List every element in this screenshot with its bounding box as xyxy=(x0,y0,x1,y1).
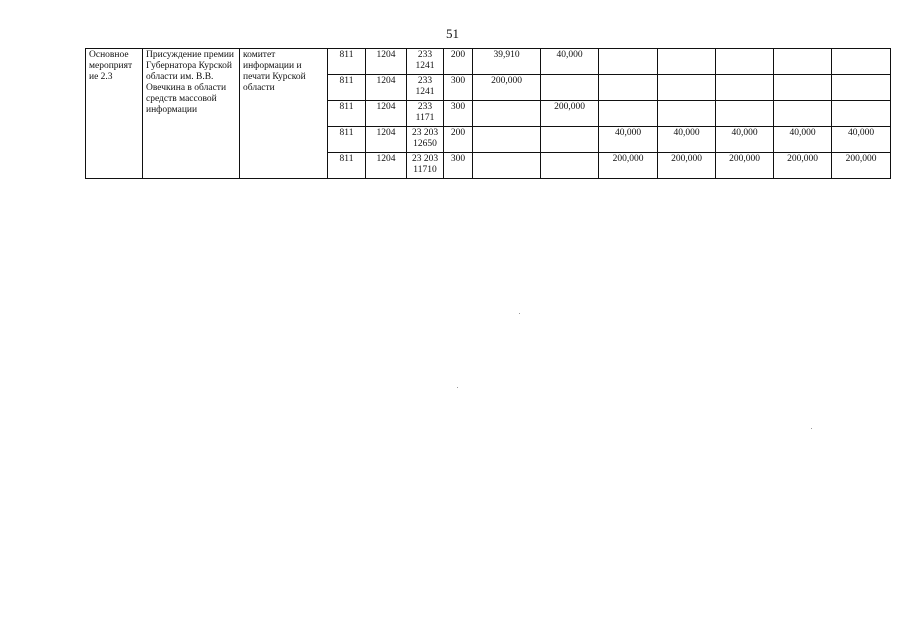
csr-cell: 233 1241 xyxy=(407,49,444,75)
amount-cell: 40,000 xyxy=(774,127,832,153)
amount-cell xyxy=(599,75,658,101)
amount-cell: 200,000 xyxy=(541,101,599,127)
amount-cell: 40,000 xyxy=(832,127,891,153)
vr-cell: 300 xyxy=(444,101,473,127)
scan-speck xyxy=(811,428,812,429)
budget-table xyxy=(85,48,891,179)
rzpr-cell: 1204 xyxy=(366,127,407,153)
amount-cell: 200,000 xyxy=(658,153,716,179)
amount-cell xyxy=(774,75,832,101)
measure-name-cell: Присуждение премии Губернатора Курской области им. В.В. Овечкина в области средств массовой информации xyxy=(143,49,240,179)
scan-speck xyxy=(457,387,458,388)
measure-cell: Основное мероприят ие 2.3 xyxy=(86,49,143,179)
amount-cell xyxy=(832,75,891,101)
amount-cell xyxy=(599,101,658,127)
amount-cell xyxy=(832,101,891,127)
amount-cell: 200,000 xyxy=(716,153,774,179)
amount-cell: 200,000 xyxy=(599,153,658,179)
grbs-cell: 811 xyxy=(328,101,366,127)
grbs-cell: 811 xyxy=(328,127,366,153)
amount-cell: 200,000 xyxy=(473,75,541,101)
amount-cell xyxy=(473,101,541,127)
grbs-cell: 811 xyxy=(328,153,366,179)
rzpr-cell: 1204 xyxy=(366,49,407,75)
grbs-cell: 811 xyxy=(328,75,366,101)
amount-cell: 40,000 xyxy=(658,127,716,153)
vr-cell: 300 xyxy=(444,75,473,101)
amount-cell xyxy=(599,49,658,75)
rzpr-cell: 1204 xyxy=(366,75,407,101)
csr-cell: 23 203 11710 xyxy=(407,153,444,179)
amount-cell xyxy=(658,101,716,127)
executor-cell: комитет информации и печати Курской области xyxy=(240,49,328,179)
csr-cell: 233 1241 xyxy=(407,75,444,101)
amount-cell xyxy=(658,75,716,101)
vr-cell: 200 xyxy=(444,127,473,153)
amount-cell xyxy=(716,75,774,101)
amount-cell: 40,000 xyxy=(716,127,774,153)
amount-cell: 40,000 xyxy=(599,127,658,153)
csr-cell: 23 203 12650 xyxy=(407,127,444,153)
vr-cell: 200 xyxy=(444,49,473,75)
amount-cell xyxy=(774,49,832,75)
amount-cell: 40,000 xyxy=(541,49,599,75)
amount-cell xyxy=(473,127,541,153)
table-row xyxy=(86,49,891,75)
grbs-cell: 811 xyxy=(328,49,366,75)
amount-cell: 200,000 xyxy=(832,153,891,179)
amount-cell: 200,000 xyxy=(774,153,832,179)
amount-cell xyxy=(832,49,891,75)
amount-cell xyxy=(716,49,774,75)
vr-cell: 300 xyxy=(444,153,473,179)
scan-speck xyxy=(519,313,520,314)
csr-cell: 233 1171 xyxy=(407,101,444,127)
amount-cell xyxy=(541,127,599,153)
amount-cell xyxy=(541,75,599,101)
rzpr-cell: 1204 xyxy=(366,101,407,127)
amount-cell xyxy=(473,153,541,179)
amount-cell xyxy=(716,101,774,127)
amount-cell xyxy=(541,153,599,179)
rzpr-cell: 1204 xyxy=(366,153,407,179)
page-number: 51 xyxy=(446,26,459,41)
amount-cell xyxy=(658,49,716,75)
amount-cell xyxy=(774,101,832,127)
amount-cell: 39,910 xyxy=(473,49,541,75)
